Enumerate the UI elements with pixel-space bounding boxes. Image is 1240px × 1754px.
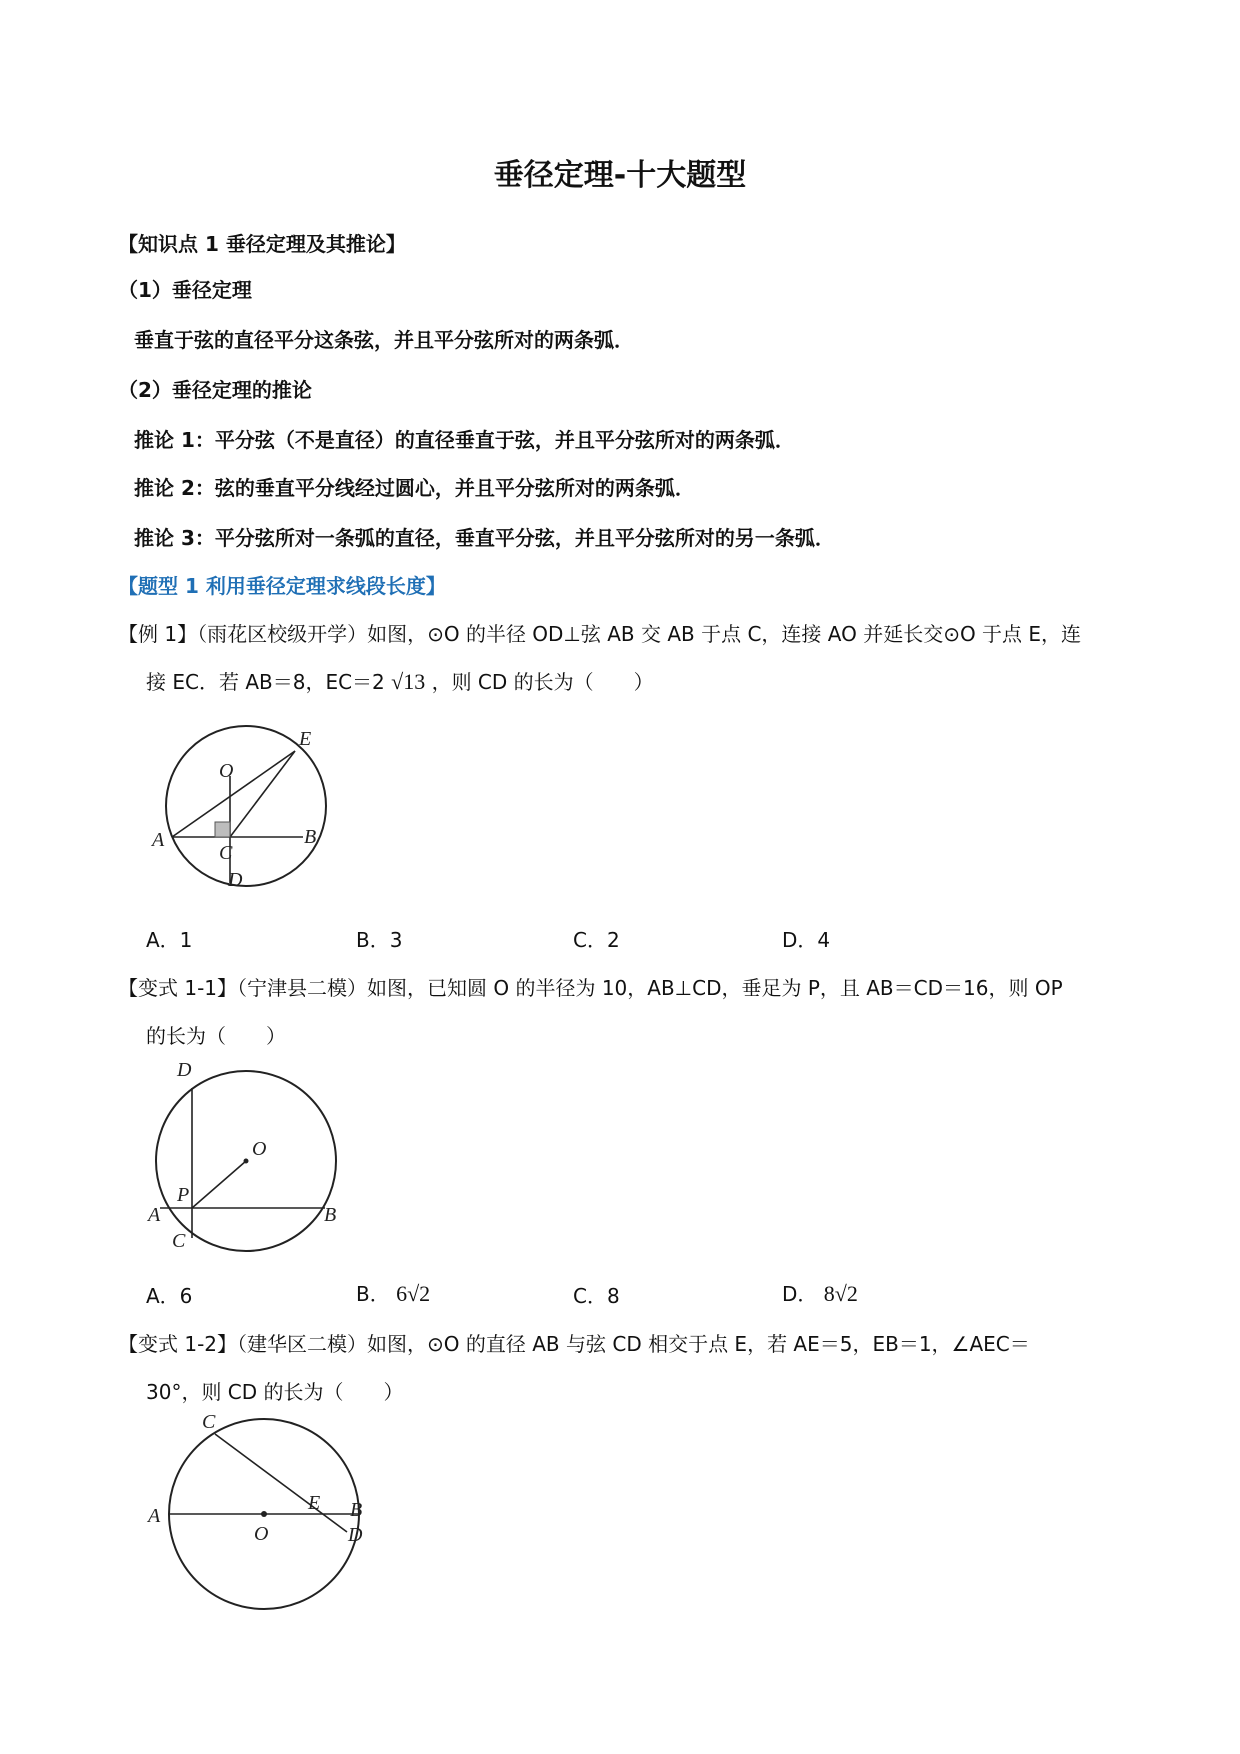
variant-1-1-figure [140, 1058, 360, 1258]
label-o: O [252, 1138, 267, 1160]
chord-cd [215, 1434, 347, 1532]
option-b-value: 6√2 [396, 1281, 431, 1306]
label-d: D [348, 1524, 363, 1546]
variant-1-1-question-line2: 的长为（ ） [146, 1024, 286, 1048]
section-1-text: 垂直于弦的直径平分这条弦，并且平分弦所对的两条弧． [134, 328, 634, 352]
example-1-option-d[interactable]: D．4 [782, 928, 831, 952]
variant-1-2-question-line1: 【变式 1-2】（建华区二模）如图，⊙O 的直径 AB 与弦 CD 相交于点 E，若 AE＝5，EB＝1，∠AEC＝ [118, 1332, 1030, 1356]
label-c: C [202, 1411, 216, 1433]
example-1-option-c[interactable]: C．2 [573, 928, 620, 952]
example-1-text-b: ，则 CD 的长为（ ） [431, 670, 654, 694]
example-1-question-line2 [146, 666, 654, 695]
corollary-1: 推论 1：平分弦（不是直径）的直径垂直于弦，并且平分弦所对的两条弧． [134, 428, 795, 452]
diameter-ae [172, 751, 295, 837]
label-e: E [299, 728, 312, 750]
label-o: O [254, 1523, 269, 1545]
variant-1-1-option-a[interactable]: A．6 [146, 1284, 193, 1308]
label-b: B [304, 826, 317, 848]
sqrt-13-value: √13 [391, 669, 426, 694]
label-o: O [219, 760, 234, 782]
knowledge-heading: 【知识点 1 垂径定理及其推论】 [118, 232, 406, 256]
example-1-figure [140, 720, 350, 900]
corollary-3: 推论 3：平分弦所对一条弧的直径，垂直平分弦，并且平分弦所对的另一条弧． [134, 526, 835, 550]
label-e: E [308, 1492, 321, 1514]
label-c: C [219, 842, 233, 864]
segment-op [192, 1161, 246, 1208]
variant-1-1-option-d[interactable] [782, 1278, 858, 1307]
example-1-text-a: 接 EC．若 AB＝8，EC＝2 [146, 670, 385, 694]
type-1-heading: 【题型 1 利用垂径定理求线段长度】 [118, 574, 446, 598]
label-a: A [148, 1505, 161, 1527]
example-1-option-b[interactable]: B．3 [356, 928, 403, 952]
variant-1-1-question-line1: 【变式 1-1】（宁津县二模）如图，已知圆 O 的半径为 10，AB⊥CD，垂足为 P，且 AB＝CD＝16，则 OP [118, 976, 1063, 1000]
center-point [261, 1511, 267, 1517]
example-1-question-line1: 【例 1】（雨花区校级开学）如图，⊙O 的半径 OD⊥弦 AB 交 AB 于点 C，连接 AO 并延长交⊙O 于点 E，连 [118, 622, 1082, 646]
variant-1-1-option-b[interactable] [356, 1278, 430, 1307]
label-d: D [177, 1059, 192, 1081]
label-a: A [148, 1204, 161, 1226]
label-a: A [152, 829, 165, 851]
right-angle-mark [215, 822, 230, 837]
segment-ec [230, 751, 295, 837]
option-d-value: 8√2 [823, 1281, 858, 1306]
label-p: P [177, 1184, 190, 1206]
variant-1-2-figure [140, 1410, 380, 1640]
corollary-2: 推论 2：弦的垂直平分线经过圆心，并且平分弦所对的两条弧． [134, 476, 695, 500]
variant-1-1-option-c[interactable]: C．8 [573, 1284, 620, 1308]
variant-1-2-question-line2: 30°，则 CD 的长为（ ） [146, 1380, 404, 1404]
page-title: 垂径定理-十大题型 [493, 158, 747, 193]
option-d-label: D． [782, 1282, 818, 1306]
example-1-option-a[interactable]: A．1 [146, 928, 193, 952]
section-1-heading: （1）垂径定理 [118, 278, 252, 302]
label-b: B [350, 1499, 363, 1521]
label-b: B [324, 1204, 337, 1226]
label-d: D [228, 869, 243, 891]
center-point [244, 1159, 249, 1164]
circle-o [166, 726, 326, 886]
option-b-label: B． [356, 1282, 390, 1306]
section-2-heading: （2）垂径定理的推论 [118, 378, 312, 402]
label-c: C [172, 1230, 186, 1252]
